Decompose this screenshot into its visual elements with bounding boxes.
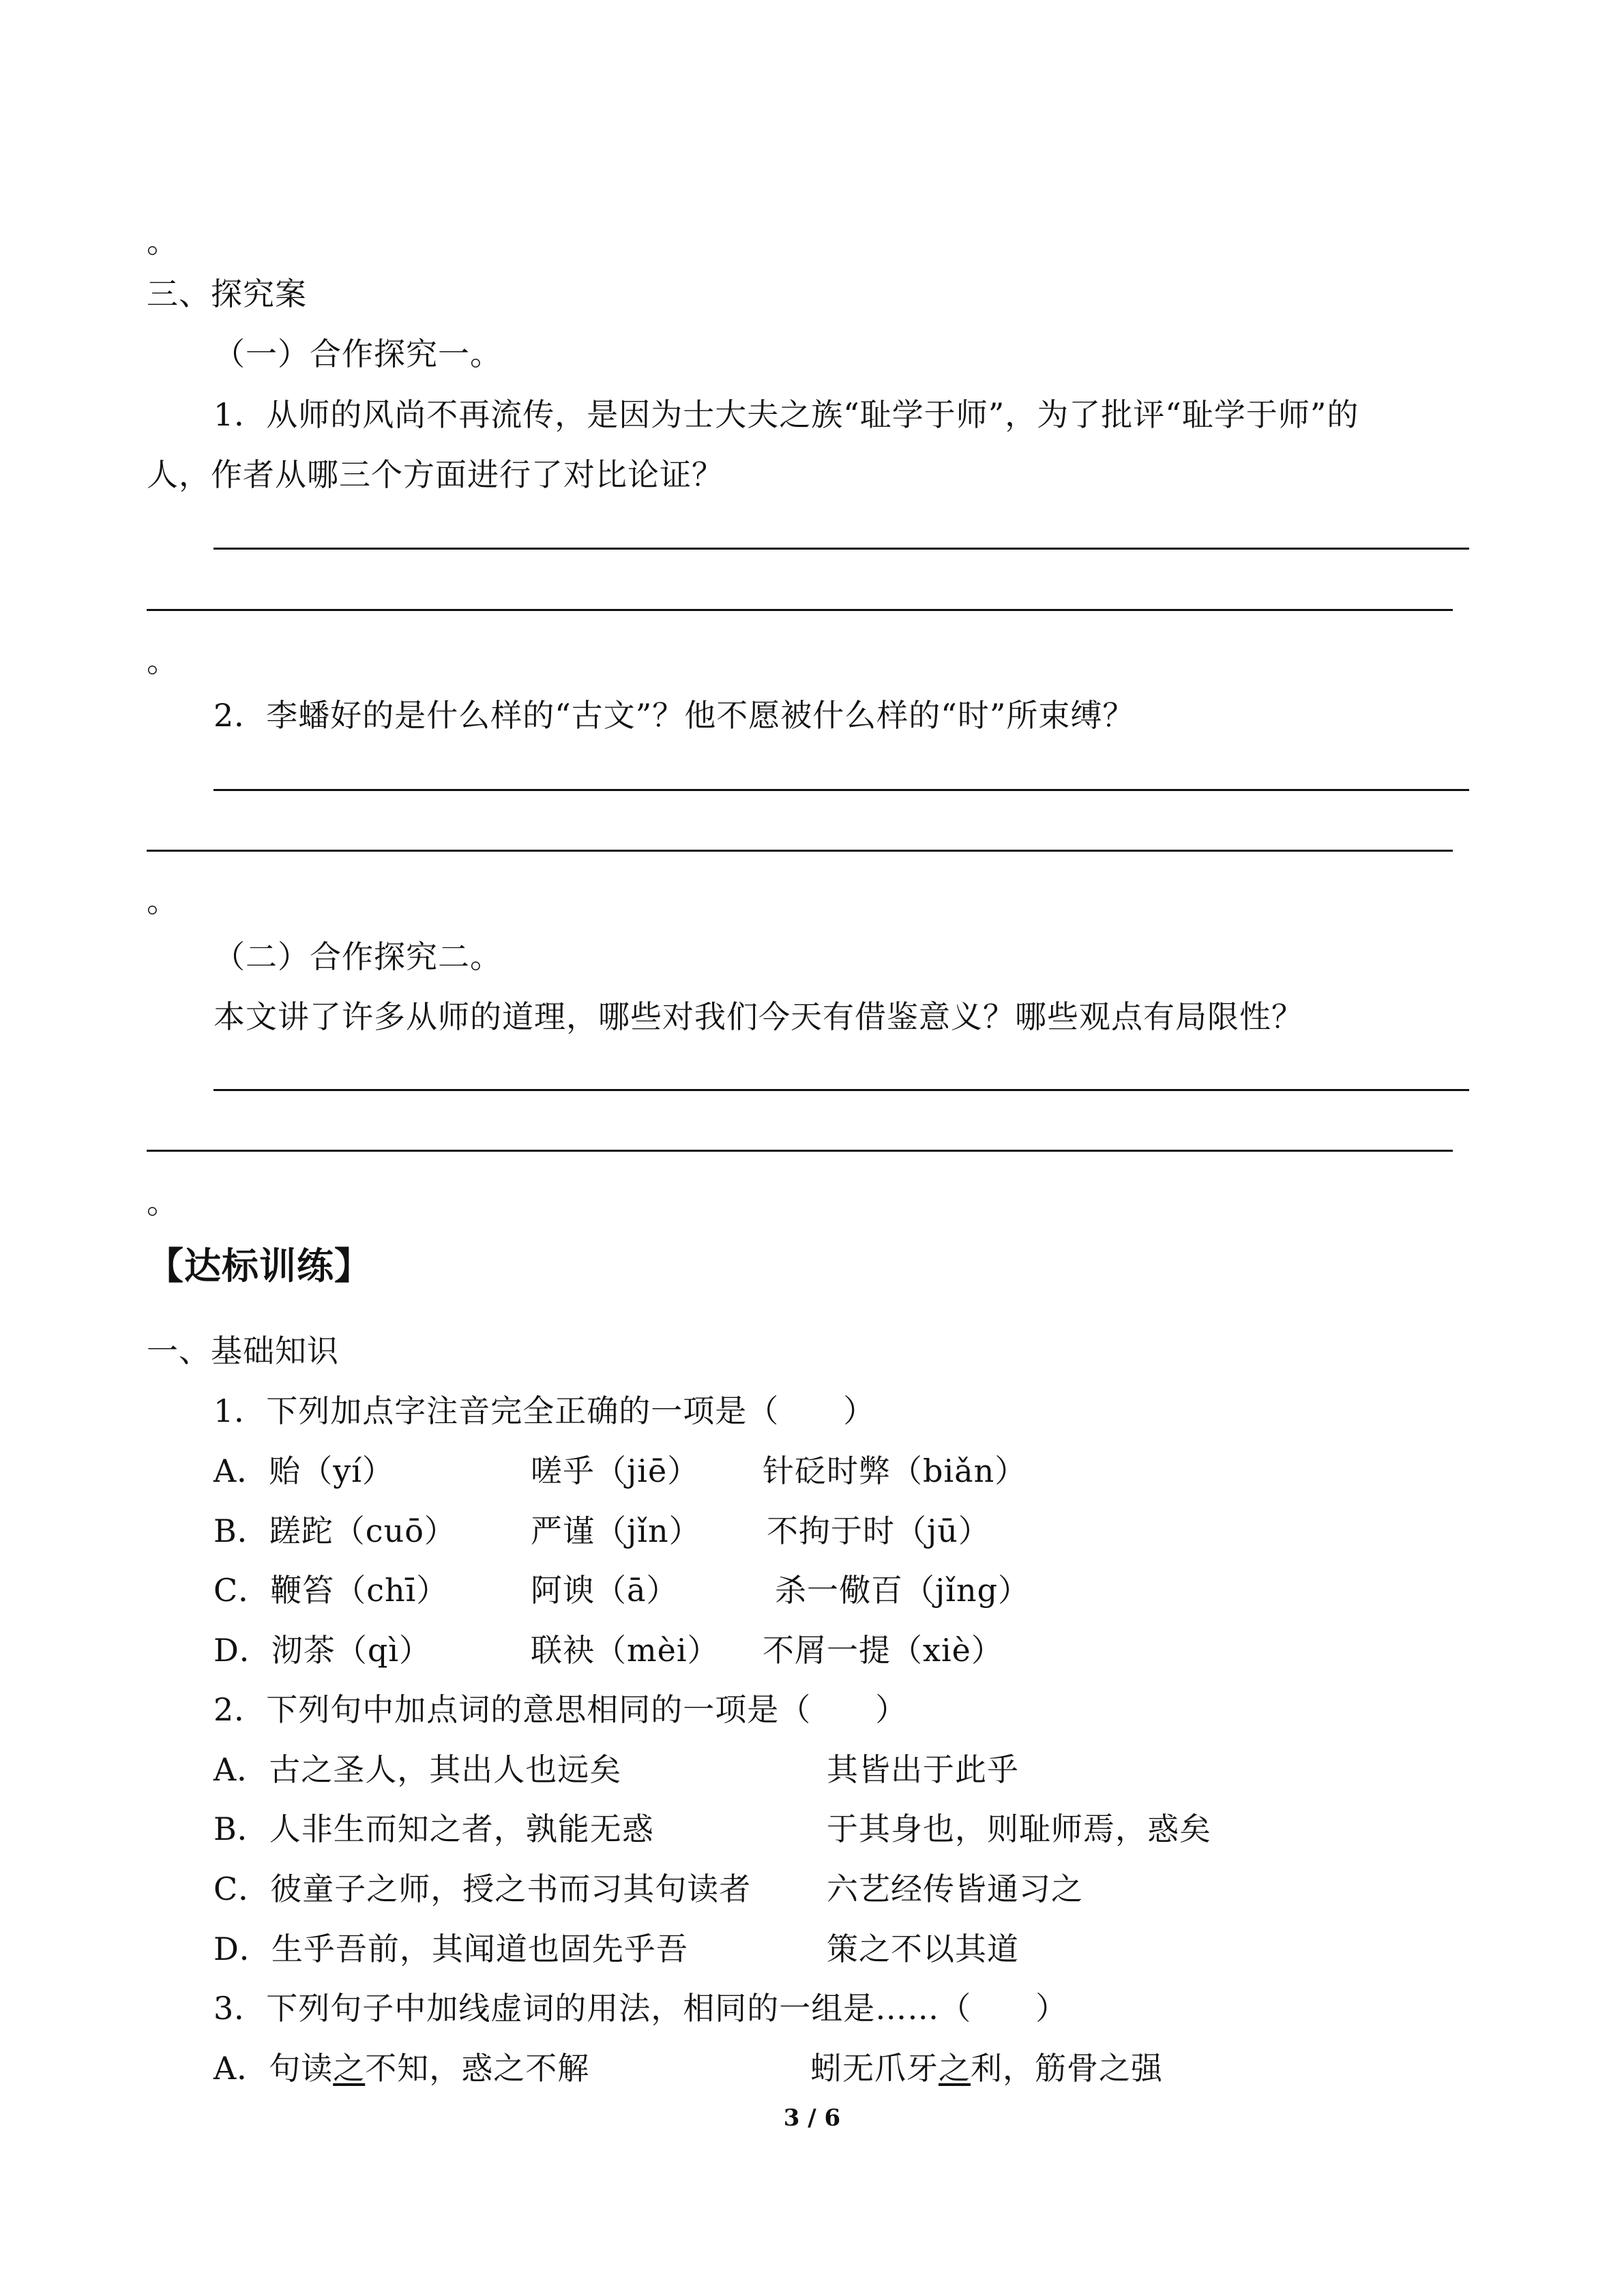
mcq-2-option-d[interactable] <box>213 1930 1019 1968</box>
option-a-col1: A．贻（yí） <box>213 1452 394 1489</box>
question-1-line-1: 1．从师的风尚不再流传，是因为士大夫之族“耻学于师”，为了批评“耻学于师”的 <box>213 396 1359 433</box>
option-a-col2: 嗟乎（jiē） <box>531 1452 700 1489</box>
answer-line[interactable] <box>213 1089 1469 1091</box>
option-b-col1: B．蹉跎（cuō） <box>213 1512 456 1549</box>
option-c-left: C．彼童子之师，授之书而习其句读者 <box>213 1870 752 1907</box>
mcq-2-stem: 2．下列句中加点词的意思相同的一项是（ ） <box>213 1691 908 1728</box>
answer-line[interactable] <box>147 609 1453 611</box>
option-b-col3: 不拘于时（jū） <box>767 1512 990 1549</box>
option-a-right: 其皆出于此乎 <box>827 1751 1019 1788</box>
option-c-col2: 阿谀（ā） <box>531 1572 679 1609</box>
mcq-1-option-a[interactable] <box>213 1452 1027 1490</box>
option-a-right: 蚓无爪牙之利，筋骨之强 <box>810 2050 1163 2087</box>
answer-line[interactable] <box>147 1150 1453 1152</box>
cooperation-2-question: 本文讲了许多从师的道理，哪些对我们今天有借鉴意义？哪些观点有局限性？ <box>213 998 1303 1035</box>
mcq-1-option-d[interactable] <box>213 1631 1003 1669</box>
option-a-left: A．古之圣人，其出人也远矣 <box>213 1751 622 1788</box>
mcq-1-option-b[interactable] <box>213 1512 990 1550</box>
trailing-period: 。 <box>147 223 179 260</box>
subsection-title-cooperation-2: （二）合作探究二。 <box>213 938 502 975</box>
option-d-col3: 不屑一提（xiè） <box>763 1632 1003 1669</box>
option-d-col1: D．沏茶（qì） <box>213 1632 432 1669</box>
trailing-period: 。 <box>147 1184 179 1221</box>
mcq-1-stem: 1．下列加点字注音完全正确的一项是（ ） <box>213 1392 876 1429</box>
option-d-right: 策之不以其道 <box>827 1930 1019 1967</box>
underlined-particle: 之 <box>333 2050 366 2087</box>
mcq-2-option-c[interactable] <box>213 1870 1083 1908</box>
option-b-col2: 严谨（jǐn） <box>531 1512 701 1549</box>
mcq-3-option-a[interactable] <box>213 2049 1163 2087</box>
answer-line[interactable] <box>213 789 1469 791</box>
option-d-col2: 联袂（mèi） <box>531 1632 720 1669</box>
option-b-right: 于其身也，则耻师焉，惑矣 <box>827 1810 1211 1847</box>
question-2: 2．李蟠好的是什么样的“古文”？他不愿被什么样的“时”所束缚？ <box>213 697 1135 734</box>
answer-line[interactable] <box>213 548 1469 550</box>
underlined-particle: 之 <box>939 2050 971 2087</box>
trailing-period: 。 <box>147 882 179 919</box>
page-number: 3 / 6 <box>783 2104 841 2132</box>
mcq-2-option-b[interactable] <box>213 1810 1211 1848</box>
mcq-2-option-a[interactable] <box>213 1750 1019 1789</box>
option-c-right: 六艺经传皆通习之 <box>827 1870 1083 1907</box>
subsection-title-cooperation-1: （一）合作探究一。 <box>213 336 502 372</box>
mcq-1-option-c[interactable] <box>213 1571 1031 1609</box>
option-c-col1: C．鞭笞（chī） <box>213 1572 449 1609</box>
section-title-inquiry: 三、探究案 <box>147 275 307 312</box>
option-b-left: B．人非生而知之者，孰能无惑 <box>213 1810 654 1847</box>
basic-knowledge-title: 一、基础知识 <box>147 1332 339 1369</box>
question-1-line-2: 人，作者从哪三个方面进行了对比论证？ <box>147 456 724 493</box>
option-c-col3: 杀一儆百（jǐng） <box>775 1572 1031 1609</box>
option-d-left: D．生乎吾前，其闻道也固先乎吾 <box>213 1930 688 1967</box>
option-a-col3: 针砭时弊（biǎn） <box>763 1452 1027 1489</box>
answer-line[interactable] <box>147 850 1453 852</box>
trailing-period: 。 <box>147 642 179 679</box>
option-a-left: A．句读之不知，惑之不解 <box>213 2050 590 2087</box>
training-heading: 【达标训练】 <box>147 1244 372 1287</box>
mcq-3-stem: 3．下列句子中加线虚词的用法，相同的一组是……（ ） <box>213 1990 1068 2027</box>
